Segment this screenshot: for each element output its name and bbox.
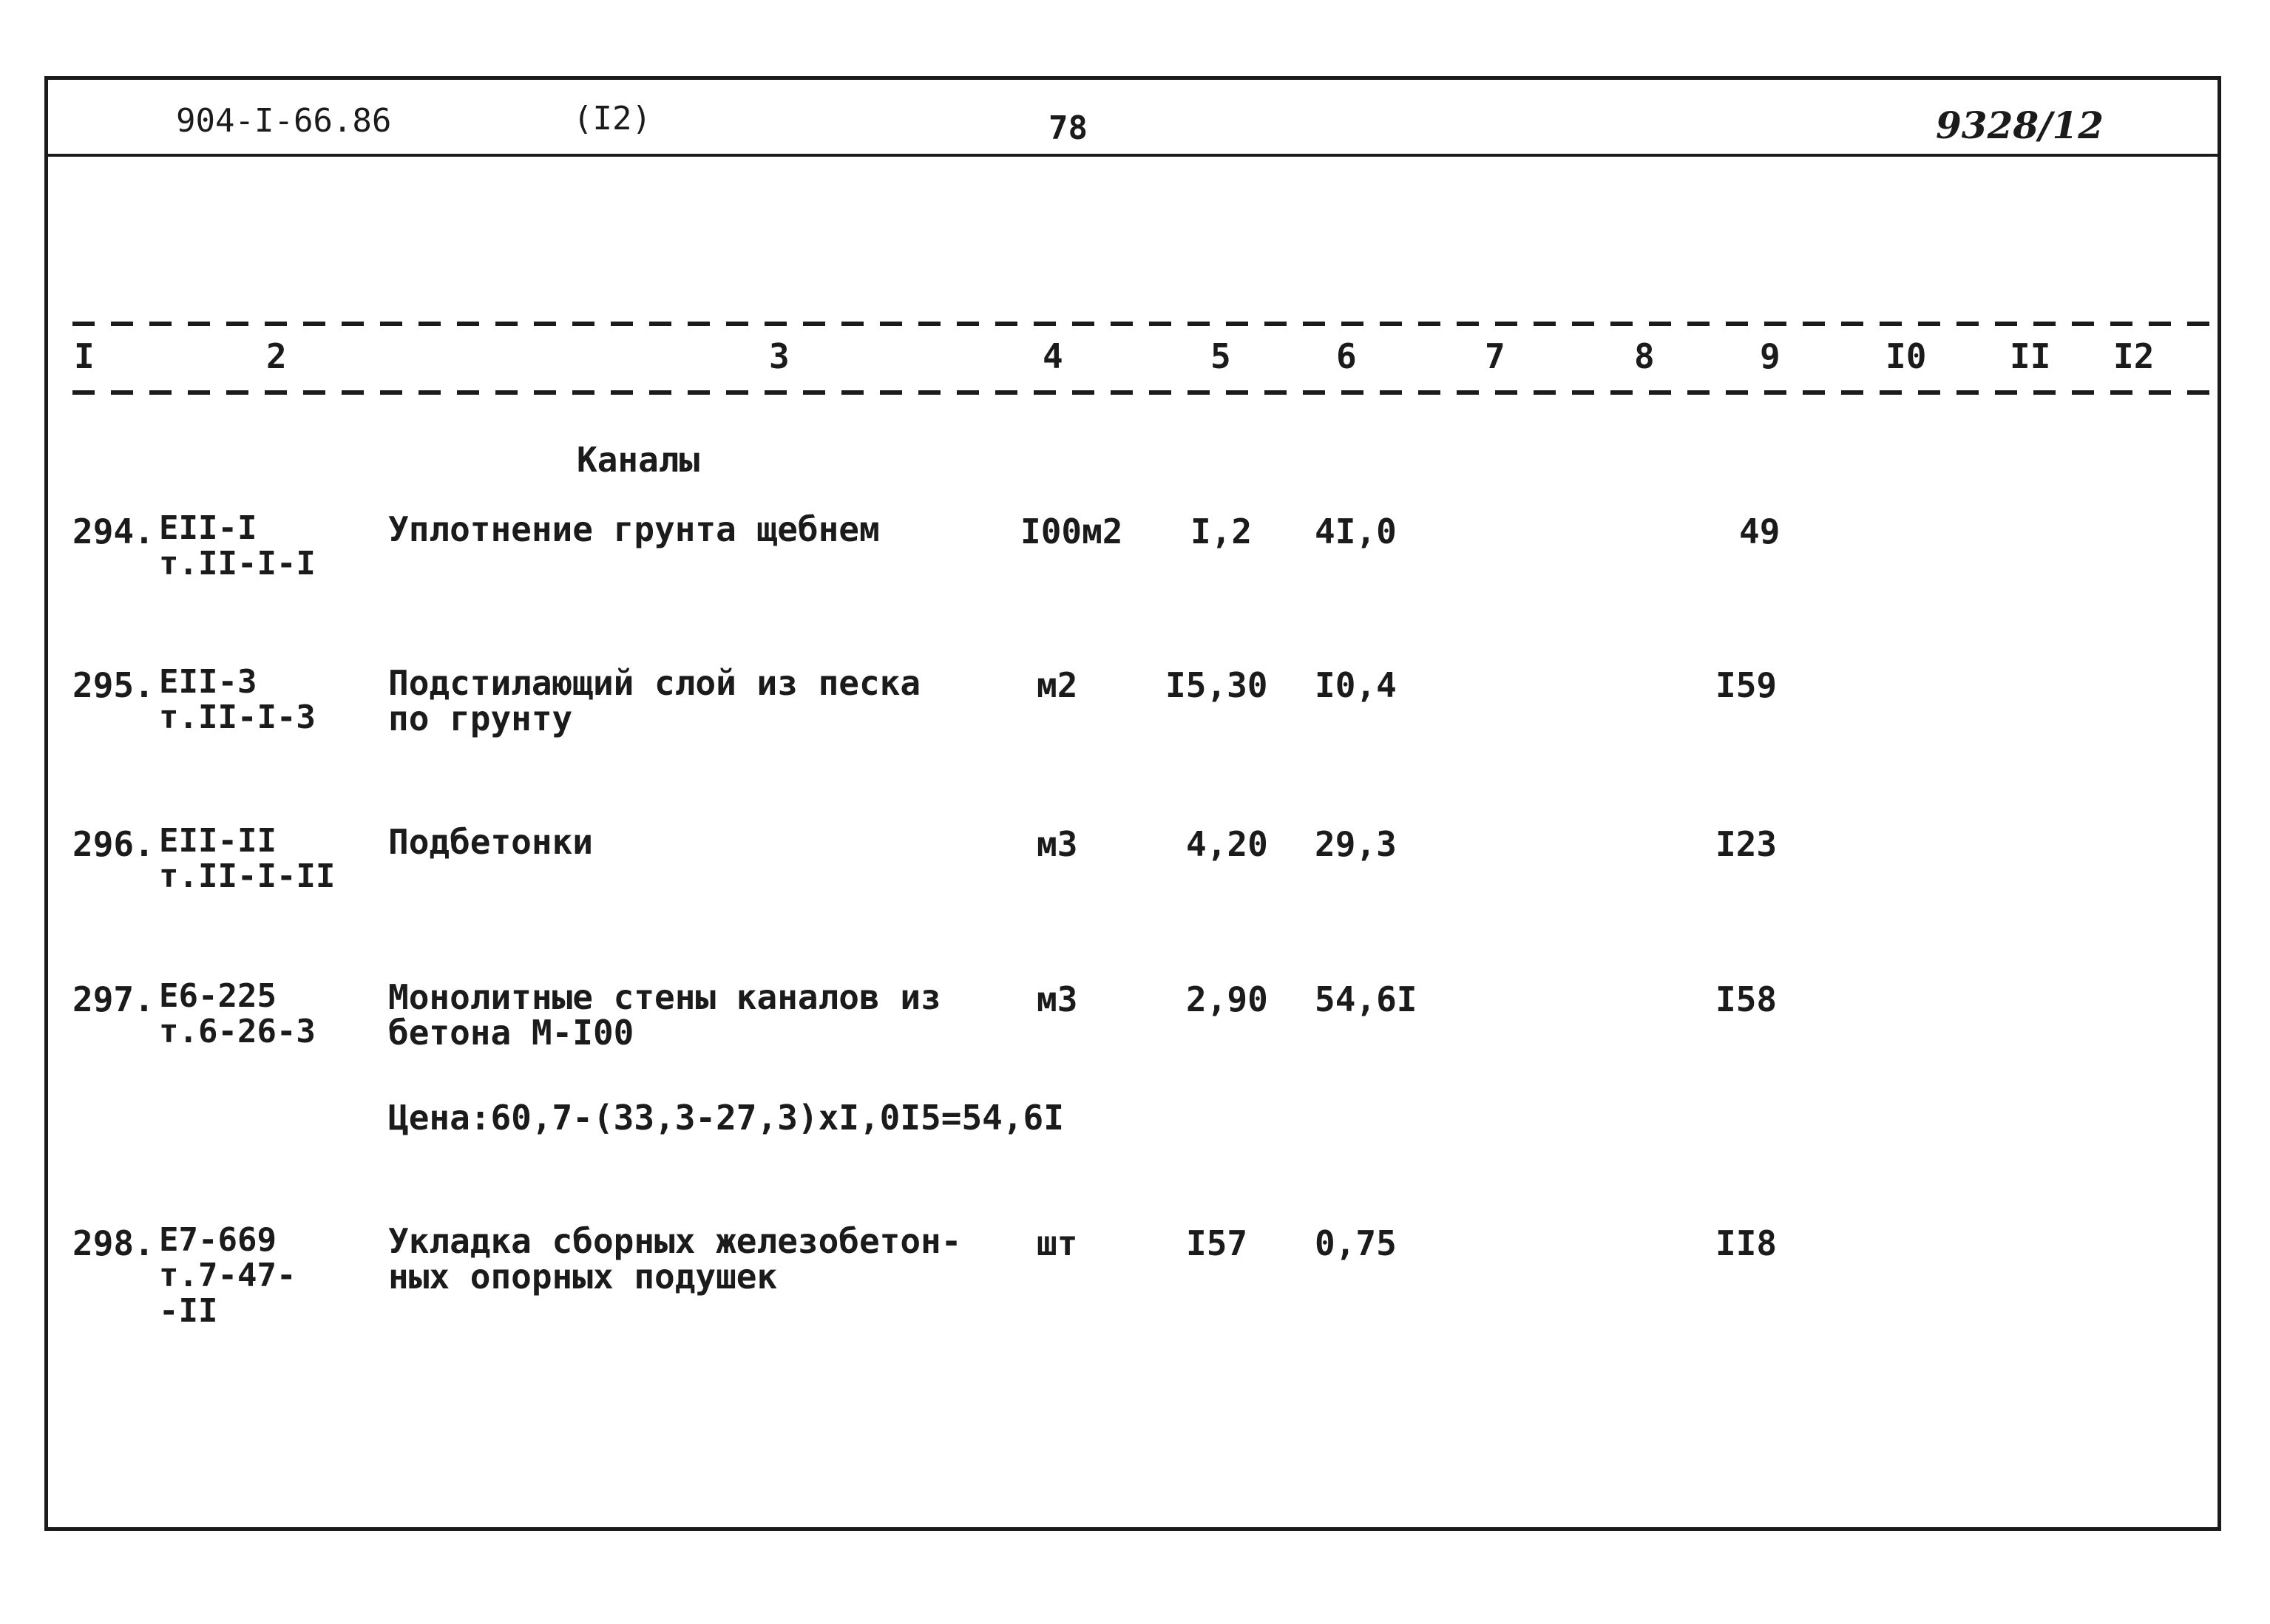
- col9-value: I58: [1715, 979, 1778, 1019]
- table-ref: т.7-47-: [159, 1257, 297, 1294]
- column-number: 4: [1043, 336, 1063, 376]
- unit: м3: [1037, 824, 1078, 864]
- header-divider: [44, 154, 2221, 157]
- work-description: Монолитные стены каналов из: [388, 977, 941, 1017]
- column-header-top-rule: [72, 322, 2217, 326]
- work-description: Подбетонки: [388, 822, 593, 862]
- work-description: Уплотнение грунта щебнем: [388, 509, 880, 549]
- column-number: 9: [1760, 336, 1781, 376]
- column-number: II: [2010, 336, 2051, 376]
- column-number: 8: [1634, 336, 1655, 376]
- column-number: I2: [2113, 336, 2155, 376]
- column-number: 6: [1336, 336, 1357, 376]
- table-ref: т.II-I-3: [159, 699, 316, 736]
- unit: м3: [1037, 979, 1078, 1019]
- row-number: 295.: [72, 665, 155, 705]
- rate-code: EII-I: [159, 509, 257, 547]
- quantity: 2,90: [1186, 979, 1268, 1019]
- table-ref: т.6-26-3: [159, 1013, 316, 1050]
- sheet-ref: (I2): [573, 100, 651, 137]
- work-description-cont: по грунту: [388, 699, 573, 738]
- unit: м2: [1037, 665, 1078, 705]
- column-number: I: [74, 336, 95, 376]
- column-number: 2: [266, 336, 287, 376]
- col9-value: I23: [1715, 824, 1778, 864]
- rate-code: E6-225: [159, 977, 277, 1015]
- unit: шт: [1037, 1223, 1078, 1263]
- unit-price: I0,4: [1315, 665, 1397, 705]
- row-number: 297.: [72, 979, 155, 1019]
- column-number: I0: [1886, 336, 1927, 376]
- column-number: 5: [1210, 336, 1231, 376]
- doc-code: 904-I-66.86: [176, 102, 392, 140]
- column-number: 3: [769, 336, 790, 376]
- quantity: I57: [1186, 1223, 1248, 1263]
- rate-code: EII-3: [159, 663, 257, 701]
- col9-value: I59: [1715, 665, 1778, 705]
- page-number: 78: [1048, 109, 1088, 147]
- work-description-cont: бетона М-I00: [388, 1013, 634, 1053]
- price-calculation-note: Цена:60,7-(33,3-27,3)xI,0I5=54,6I: [388, 1098, 1064, 1138]
- unit: I00м2: [1020, 512, 1123, 551]
- quantity: I,2: [1190, 512, 1253, 551]
- row-number: 296.: [72, 824, 155, 864]
- archive-number: 9328/12: [1936, 103, 2104, 147]
- col9-value: II8: [1715, 1223, 1778, 1263]
- quantity: 4,20: [1186, 824, 1268, 864]
- rate-code: E7-669: [159, 1221, 277, 1259]
- row-number: 298.: [72, 1223, 155, 1263]
- table-ref-cont: -II: [159, 1292, 218, 1330]
- work-description: Укладка сборных железобетон-: [388, 1221, 962, 1261]
- table-ref: т.II-I-I: [159, 545, 316, 582]
- rate-code: EII-II: [159, 822, 277, 860]
- col9-value: 49: [1739, 512, 1781, 551]
- document-frame: [44, 76, 2221, 1531]
- section-title: Каналы: [577, 440, 700, 480]
- unit-price: 0,75: [1315, 1223, 1397, 1263]
- row-number: 294.: [72, 512, 155, 551]
- work-description-cont: ных опорных подушек: [388, 1257, 778, 1297]
- table-ref: т.II-I-II: [159, 857, 336, 895]
- work-description: Подстилающий слой из песка: [388, 663, 921, 703]
- column-header-bottom-rule: [72, 390, 2217, 395]
- column-number: 7: [1485, 336, 1505, 376]
- unit-price: 54,6I: [1315, 979, 1417, 1019]
- quantity: I5,30: [1165, 665, 1268, 705]
- unit-price: 29,3: [1315, 824, 1397, 864]
- unit-price: 4I,0: [1315, 512, 1397, 551]
